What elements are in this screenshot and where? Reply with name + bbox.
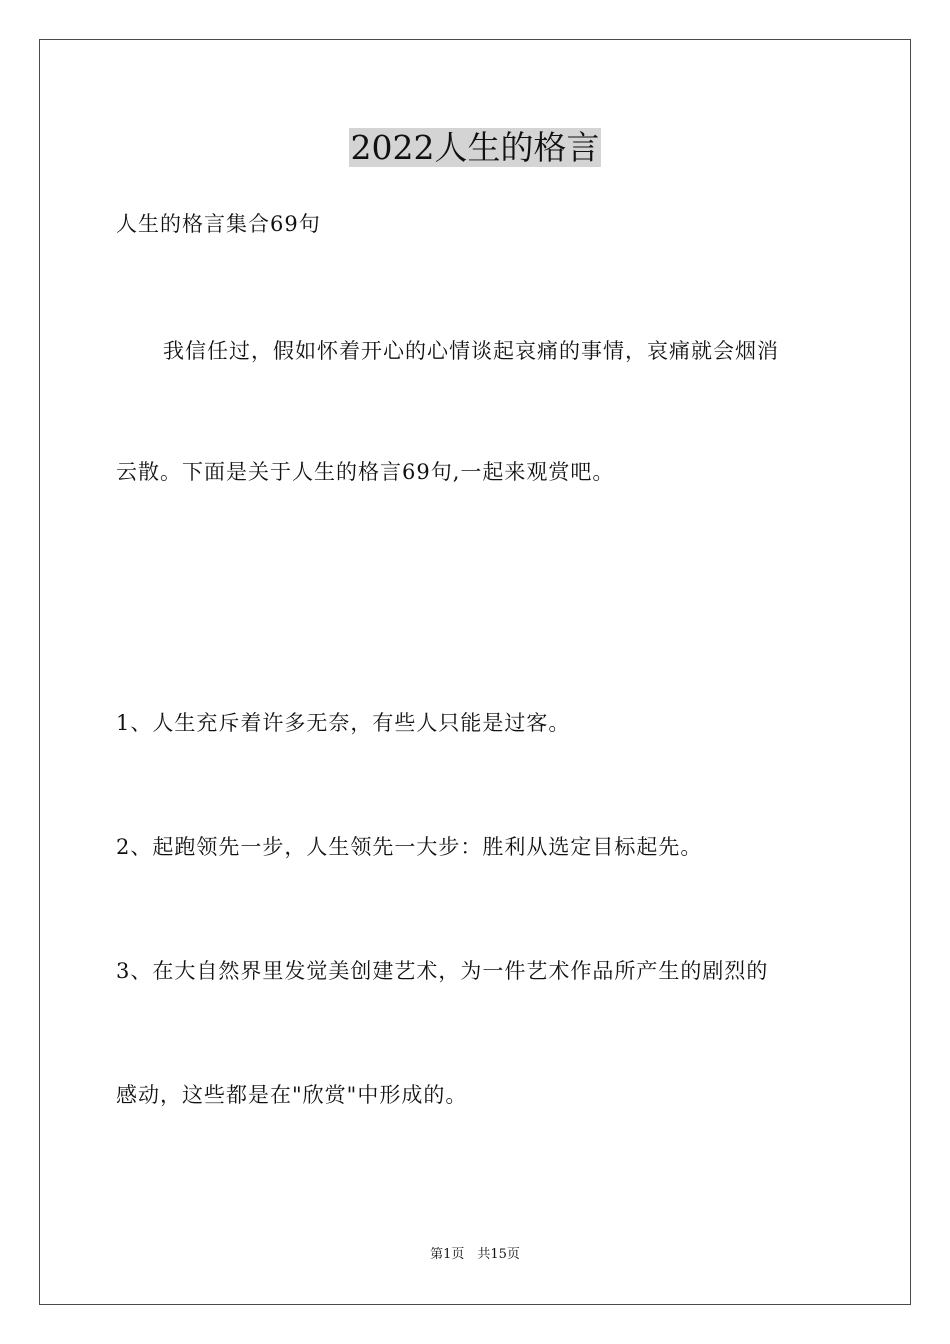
quote-item-3-line-2: 感动，这些都是在"欣赏"中形成的。	[116, 1083, 468, 1107]
quote-item-3-line-1: 3、在大自然界里发觉美创建艺术，为一件艺术作品所产生的剧烈的	[116, 959, 769, 983]
document-title-text: 2022人生的格言	[350, 128, 600, 167]
page-footer: 第1页 共15页	[430, 1247, 520, 1262]
document-title	[0, 126, 950, 170]
document-subtitle: 人生的格言集合69句	[116, 212, 321, 236]
intro-paragraph-line-2: 云散。下面是关于人生的格言69句,一起来观赏吧。	[116, 460, 615, 484]
quote-item-2: 2、起跑领先一步，人生领先一大步：胜利从选定目标起先。	[116, 835, 703, 859]
quote-item-1: 1、人生充斥着许多无奈，有些人只能是过客。	[116, 711, 571, 735]
intro-paragraph-line-1: 我信任过，假如怀着开心的心情谈起哀痛的事情，哀痛就会烟消	[163, 339, 779, 363]
